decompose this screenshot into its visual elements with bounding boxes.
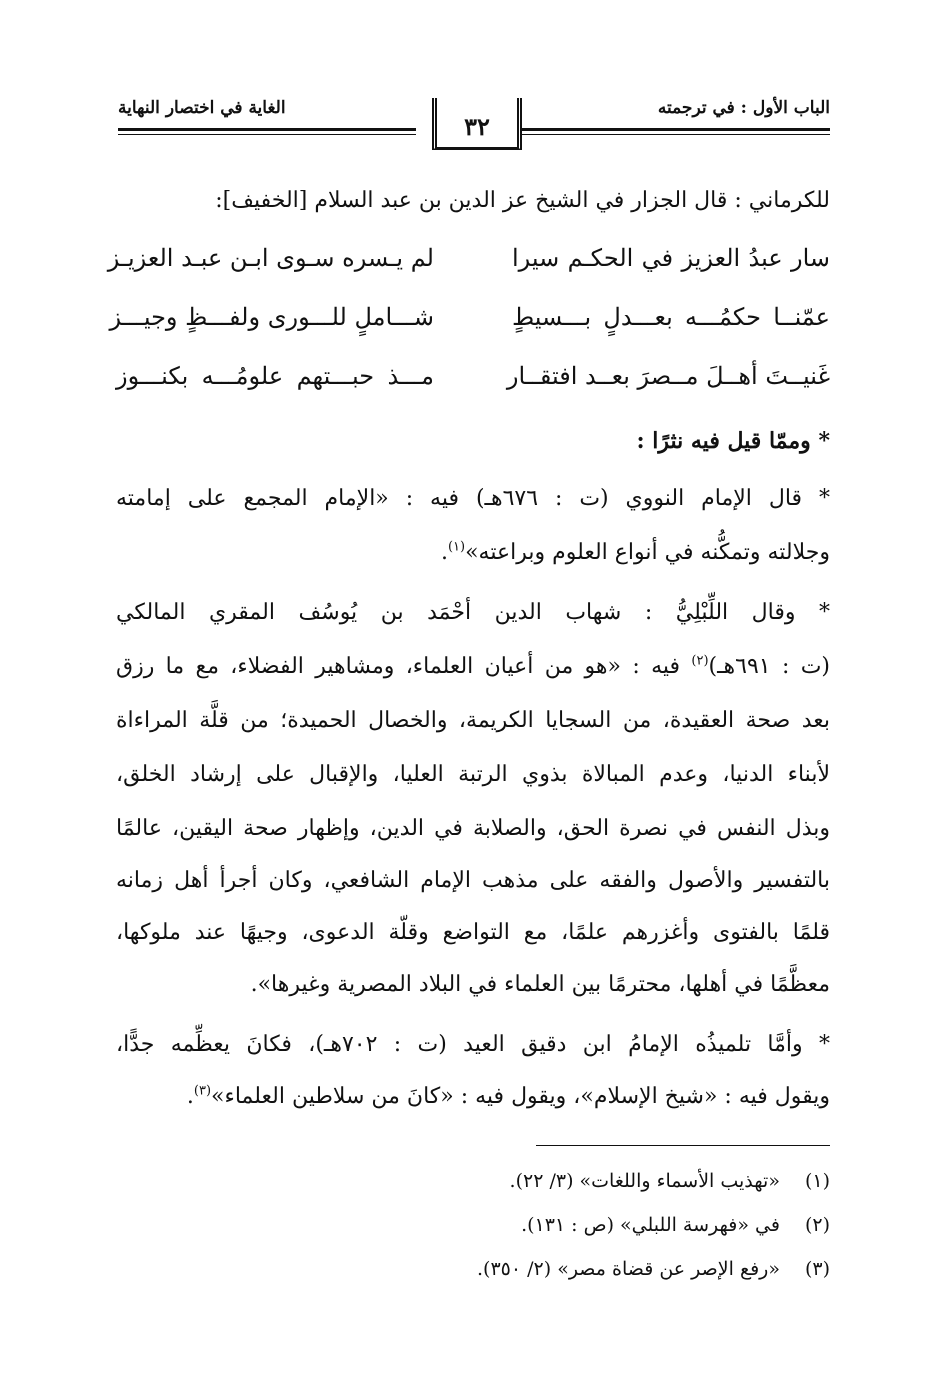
paragraph-line (116, 654, 830, 679)
footnote (116, 1214, 830, 1236)
verse-first-hemistich: عمّنــا حكمُـــه بعـــدلٍ بـــسيطٍ (512, 303, 830, 331)
paragraph-line (116, 540, 830, 565)
header-rule-left (118, 128, 416, 131)
paragraph-line (116, 600, 830, 625)
page-number: ٣٢ (464, 112, 490, 141)
verse-row (109, 303, 830, 343)
book-title: الغاية في اختصار النهاية (118, 98, 286, 118)
sentence-end: . (440, 540, 448, 565)
ibn-daqiq-line-1: وأمَّا تلميذُه الإمامُ ابن دقيق العيد (ت : ٧٠٢هـ)، فكانَ يعظِّمه جدًّا، (116, 1032, 803, 1057)
paragraph-line: معظَّمًا في أهلها، محترمًا بين العلماء في البلاد المصرية وغيرها». (250, 972, 830, 997)
chapter-title: الباب الأول : في ترجمته (657, 98, 830, 118)
paragraph-line: لأبناء الدنيا، وعدم المبالاة بذوي الرتبة العليا، والإقبال على إرشاد الخلق، (116, 762, 830, 787)
intro-line: للكرماني : قال الجزار في الشيخ عز الدين بن عبد السلام [الخفيف]: (215, 188, 830, 213)
page-number-frame (432, 98, 522, 150)
nawawi-line-2: وجلالته وتمكُّنه في أنواع العلوم وبراعته» (465, 540, 830, 565)
verse-second-hemistich: لم يـسره سـوى ابـن عبـد العزيـز (107, 244, 434, 272)
verse-first-hemistich: سار عبدُ العزيز في الحكـم سيرا (512, 244, 830, 272)
footnote-marker[interactable]: (١) (447, 539, 466, 555)
paragraph-line: وبذل النفس في نصرة الحق، والصلابة في الدين، وإظهار صحة اليقين، عالمًا (116, 816, 830, 841)
footnote-marker[interactable]: (٢) (691, 653, 709, 669)
paragraph-line (116, 1084, 830, 1109)
paragraph-line (116, 1032, 830, 1057)
verse-second-hemistich: مـــذ حبـــتهم علومُـــه بكنـــوز (116, 362, 434, 390)
bullet-icon: * (819, 1032, 830, 1057)
footnote-separator (536, 1145, 830, 1146)
footnote-number: (٣) (804, 1258, 830, 1280)
running-header (118, 92, 830, 164)
paragraph-line: بعد صحة العقيدة، من السجايا الكريمة، والخصال الحميدة؛ من قلَّة المراءاة (116, 708, 830, 733)
footnote-text: «رفع الإصر عن قضاة مصر» (٢/ ٣٥٠). (477, 1258, 780, 1280)
verse-first-hemistich: غَنيــتَ أهــلَ مــصرَ بعــد افتقــار (506, 362, 830, 390)
footnote-text: «تهذيب الأسماء واللغات» (٣/ ٢٢). (509, 1170, 780, 1192)
verse-row (116, 362, 830, 402)
liblibi-line-1: وقال اللِّبْلِيُّ : شهاب الدين أحْمَد بن يُوسُف المقري المالكي (116, 600, 796, 625)
liblibi-line-2: فيه : «هو من أعيان العلماء، ومشاهير الفضلاء، مع ما رزق (116, 654, 681, 679)
header-rule-right (522, 128, 830, 131)
ibn-daqiq-line-2: ويقول فيه : «شيخ الإسلام»، ويقول فيه : «كانَ من سلاطين العلماء» (211, 1084, 830, 1109)
footnote-number: (٢) (804, 1214, 830, 1236)
bullet-icon: * (819, 486, 830, 511)
verse-second-hemistich: شـــاملٍ للـــورى ولفـــظٍ وجيـــز (109, 303, 434, 331)
footnote-number: (١) (804, 1170, 830, 1192)
section-heading (116, 428, 830, 454)
bullet-icon: * (819, 600, 831, 625)
paragraph-line: بالتفسير والأصول والفقه على مذهب الإمام الشافعي، وكان أجرأ أهل زمانه (116, 868, 830, 893)
verse-row (107, 244, 830, 284)
sentence-end: . (186, 1084, 194, 1109)
footnote-marker[interactable]: (٣) (193, 1083, 212, 1099)
liblibi-date: (ت : ٦٩١هـ) (708, 654, 830, 679)
bullet-icon: * (818, 428, 830, 454)
footnote (116, 1258, 830, 1280)
paragraph-line (116, 486, 830, 511)
section-heading-text: وممّا قيل فيه نثرًا : (636, 428, 811, 454)
nawawi-line-1: قال الإمام النووي (ت : ٦٧٦هـ) فيه : «الإمام المجمع على إمامته (116, 486, 803, 511)
footnote-text: في «فهرسة اللبلي» (ص : ١٣١). (521, 1214, 780, 1236)
footnote (116, 1170, 830, 1192)
paragraph-line: قلمًا بالفتوى وأغزرهم علمًا، مع التواضع وقلّة الدعوى، وجيهًا عند ملوكها، (116, 920, 830, 945)
